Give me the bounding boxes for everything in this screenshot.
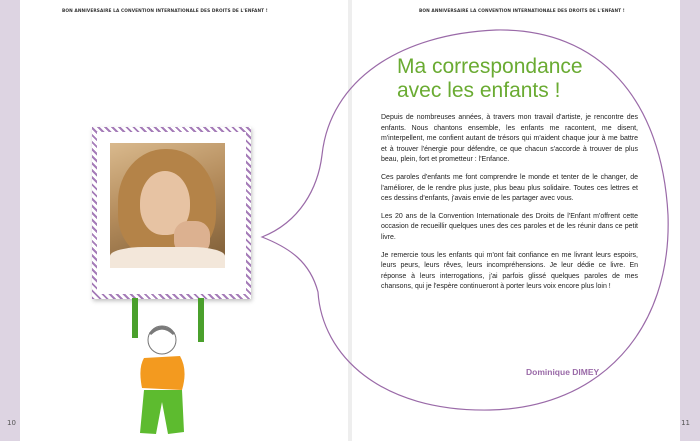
paragraph: Depuis de nombreuses années, à travers mon travail d'artiste, je rencontre des enfants. Nous chantons ensemble, les enfants me racontent, me disent, m'interpellent, me confient autant de trésors qui m'aident chaque jour à me battre et à trouver l'énergie pour défendre, ce que chacun s'accorde à trouver de plus beau, plein, fort et prometteur : l'Enfance. bbox=[381, 114, 638, 164]
drawing-right-arm bbox=[198, 298, 204, 342]
paragraph: Les 20 ans de la Convention Internationale des Droits de l'Enfant m'offrent cette occasion de recueillir quelques unes des ces paroles et de les réunir dans ce petit livre. bbox=[381, 212, 638, 241]
portrait-photo bbox=[110, 143, 225, 268]
paragraph: Je remercie tous les enfants qui m'ont fait confiance en me livrant leurs espoirs, leurs peurs, leurs rêves, leurs incompréhensions. Je leur dédie ce livre. En réponse à leurs interrogations, j'ai parfois glissé quelques paroles de mes chansons, qui je l'espère continueront à porter leurs voix encore plus loin ! bbox=[381, 251, 638, 291]
drawing-left-arm bbox=[132, 298, 138, 338]
paragraph: Ces paroles d'enfants me font comprendre le monde et tenter de le changer, de l'améliorer, de le rendre plus juste, plus beau plus solidaire. Toutes ces lettres et ces dessins d'enfants, j'avais envie de les partager avec vous. bbox=[381, 173, 638, 203]
running-head-left: BON ANNIVERSAIRE LA CONVENTION INTERNATIONALE DES DROITS DE L'ENFANT ! bbox=[62, 9, 268, 14]
title-line-1: Ma correspondance bbox=[397, 55, 583, 78]
page-number-right: 11 bbox=[681, 419, 690, 427]
drawing-shirt bbox=[140, 356, 184, 390]
author-signature: Dominique DIMEY bbox=[526, 367, 600, 377]
drawing-trousers bbox=[140, 390, 184, 434]
page-number-left: 10 bbox=[7, 419, 16, 427]
body-text bbox=[381, 113, 638, 300]
child-drawing bbox=[110, 298, 230, 441]
running-head-right: BON ANNIVERSAIRE LA CONVENTION INTERNATIONALE DES DROITS DE L'ENFANT ! bbox=[419, 9, 625, 14]
photo-shirt bbox=[110, 247, 225, 268]
page-title bbox=[397, 55, 583, 103]
title-line-2: avec les enfants ! bbox=[397, 79, 561, 102]
